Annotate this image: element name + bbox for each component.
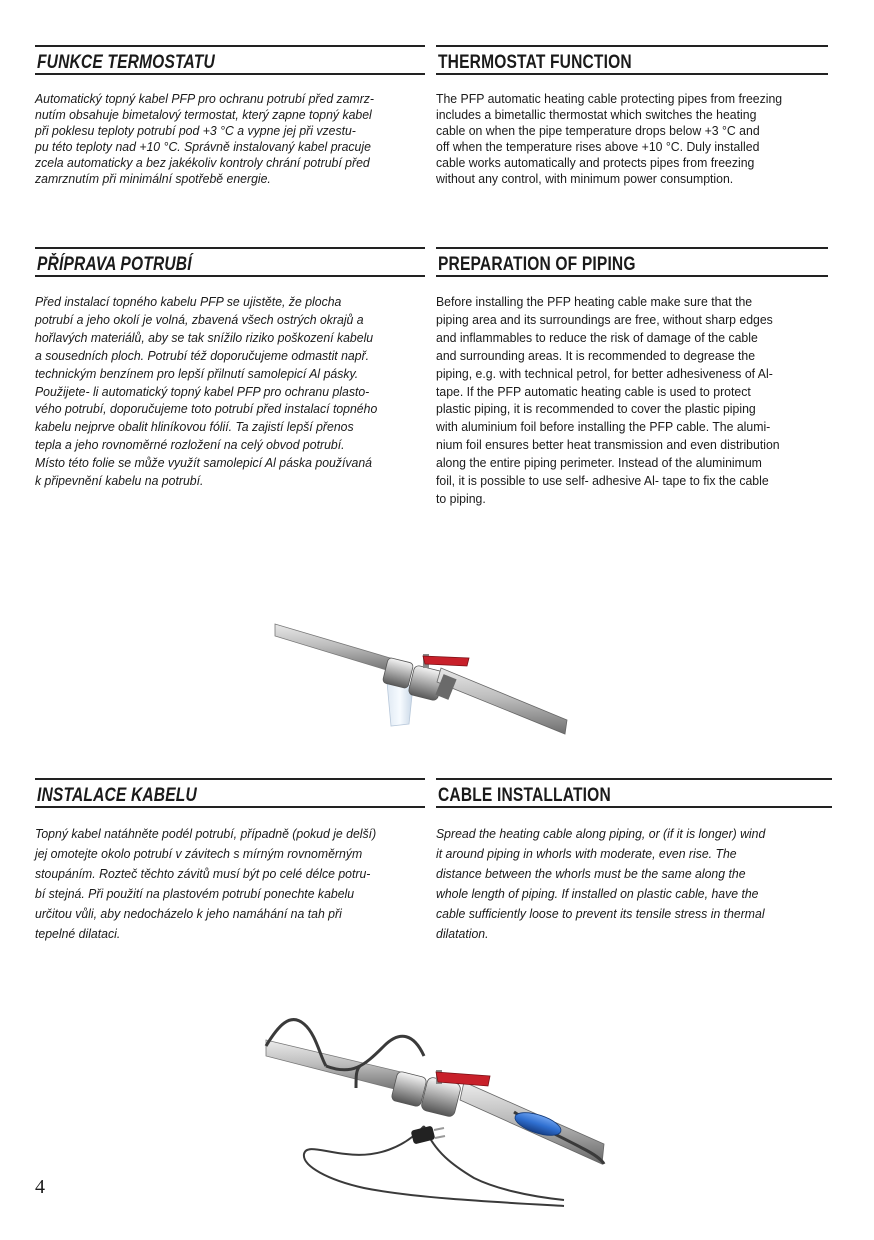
text-piping-cz <box>35 293 425 490</box>
heading-piping-cz: PŘÍPRAVA POTRUBÍ <box>35 247 425 277</box>
section-thermostat-cz <box>35 45 425 187</box>
heading-install-cz: INSTALACE KABELU <box>35 778 425 808</box>
text-line: jej omotejte okolo potrubí v závitech s mírným rovnoměrným <box>35 846 363 861</box>
figure-pipe-with-foil <box>273 620 569 738</box>
text-line: a sousedních ploch. Potrubí též doporučujeme odmastit např. <box>35 347 370 363</box>
text-line: includes a bimetallic thermostat which switches the heating <box>436 107 757 122</box>
text-line: tepla a jeho rovnoměrné rozložení na celý obvod potrubí. <box>35 437 345 453</box>
text-line: kabelu nejprve obalit hliníkovou fólií. Ta zajistí lepší přenos <box>35 419 354 435</box>
text-line: Použijete- li automatický topný kabel PFP pro ochranu plasto- <box>35 383 370 399</box>
text-install-en <box>436 824 832 944</box>
text-line: Před instalací topného kabelu PFP se ujistěte, že plocha <box>35 294 342 309</box>
text-line: it around piping in whorls with moderate, even rise. The <box>436 846 737 861</box>
heading-thermostat-cz: FUNKCE TERMOSTATU <box>35 45 425 75</box>
heading-thermostat-en: THERMOSTAT FUNCTION <box>436 45 828 75</box>
pipe-right <box>435 668 567 734</box>
text-line: and surrounding areas. It is recommended to degrease the <box>436 347 756 363</box>
text-line: vého potrubí, doporučujeme toto potrubí před instalací topného <box>35 401 378 417</box>
text-line: tape. If the PFP automatic heating cable is used to protect <box>436 383 751 399</box>
section-piping-en <box>436 247 828 508</box>
text-line: technickým benzínem pro lepší přilnutí samolepicí Al pásky. <box>35 365 359 381</box>
text-line: The PFP automatic heating cable protecting pipes from freezing <box>436 91 783 106</box>
text-install-cz <box>35 824 425 944</box>
heading-install-en: CABLE INSTALLATION <box>436 778 832 808</box>
text-line: zcela automaticky a bez jakékoliv kontroly chrání potrubí před <box>35 155 370 170</box>
pipe-left <box>275 624 397 672</box>
section-install-cz <box>35 778 425 944</box>
text-line: with aluminium foil before installing the PFP cable. The alumi- <box>436 419 771 435</box>
text-line: pu této teploty nad +10 °C. Správně instalovaný kabel pracuje <box>35 139 371 154</box>
text-line: zamrznutím při minimální spotřebě energie. <box>35 171 271 186</box>
heading-piping-en: PREPARATION OF PIPING <box>436 247 828 277</box>
text-line: hořlavých materiálů, aby se tak snížilo riziko poškození kabelu <box>35 329 374 345</box>
text-line: Automatický topný kabel PFP pro ochranu potrubí před zamrz- <box>35 91 375 106</box>
text-line: piping, e.g. with technical petrol, for better adhesiveness of Al- <box>436 365 773 381</box>
text-line: stoupáním. Rozteč těchto závitů musí být po celé délce potru- <box>35 866 371 881</box>
text-line: without any control, with minimum power consumption. <box>436 171 734 186</box>
section-thermostat-en <box>436 45 828 187</box>
text-line: cable sufficiently loose to prevent its tensile stress in thermal <box>436 906 765 921</box>
text-line: cable works automatically and protects pipes from freezing <box>436 155 755 170</box>
valve-handle <box>423 656 469 666</box>
text-line: foil, it is possible to use self- adhesive Al- tape to fix the cable <box>436 473 769 489</box>
text-line: Místo této folie se může využít samolepicí Al páska používaná <box>35 455 372 471</box>
text-line: k připevnění kabelu na potrubí. <box>35 473 204 489</box>
text-piping-en <box>436 293 828 508</box>
plug-icon <box>411 1126 445 1145</box>
text-line: Topný kabel natáhněte podél potrubí, případně (pokud je delší) <box>35 826 377 841</box>
text-line: bí stejná. Při použití na plastovém potrubí ponechte kabelu <box>35 886 355 901</box>
text-line: plastic piping, it is recommended to cover the plastic piping <box>436 401 756 417</box>
text-line: piping area and its surroundings are free, without sharp edges <box>436 311 773 327</box>
text-line: and inflammables to reduce the risk of damage of the cable <box>436 329 758 345</box>
section-install-en <box>436 778 832 944</box>
text-line: určitou vůli, aby nedocházelo k jeho namáhání na tah při <box>35 906 342 921</box>
text-line: nutím obsahuje bimetalový termostat, který zapne topný kabel <box>35 107 372 122</box>
text-line: whole length of piping. If installed on plastic cable, have the <box>436 886 759 901</box>
text-line: při poklesu teploty potrubí pod +3 °C a vypne jej při vzestu- <box>35 123 356 138</box>
text-line: nium foil ensures better heat transmission and even distribution <box>436 437 780 453</box>
text-line: Before installing the PFP heating cable make sure that the <box>436 294 753 309</box>
text-line: distance between the whorls must be the same along the <box>436 866 746 881</box>
text-line: off when the temperature rises above +10 °C. Duly installed <box>436 139 760 154</box>
text-line: potrubí a jeho okolí je volná, zbavená všech ostrých okrajů a <box>35 311 364 327</box>
text-line: along the entire piping perimeter. Instead of the aluminimum <box>436 455 762 471</box>
text-line: tepelné dilataci. <box>35 926 121 941</box>
text-thermostat-en <box>436 91 828 187</box>
text-thermostat-cz <box>35 91 425 187</box>
page-number: 4 <box>35 1176 45 1198</box>
text-line: dilatation. <box>436 926 489 941</box>
text-line: Spread the heating cable along piping, or (if it is longer) wind <box>436 826 766 841</box>
text-line: cable on when the pipe temperature drops below +3 °C and <box>436 123 760 138</box>
text-line: to piping. <box>436 490 486 506</box>
section-piping-cz <box>35 247 425 490</box>
figure-cable-installation <box>264 1016 606 1208</box>
